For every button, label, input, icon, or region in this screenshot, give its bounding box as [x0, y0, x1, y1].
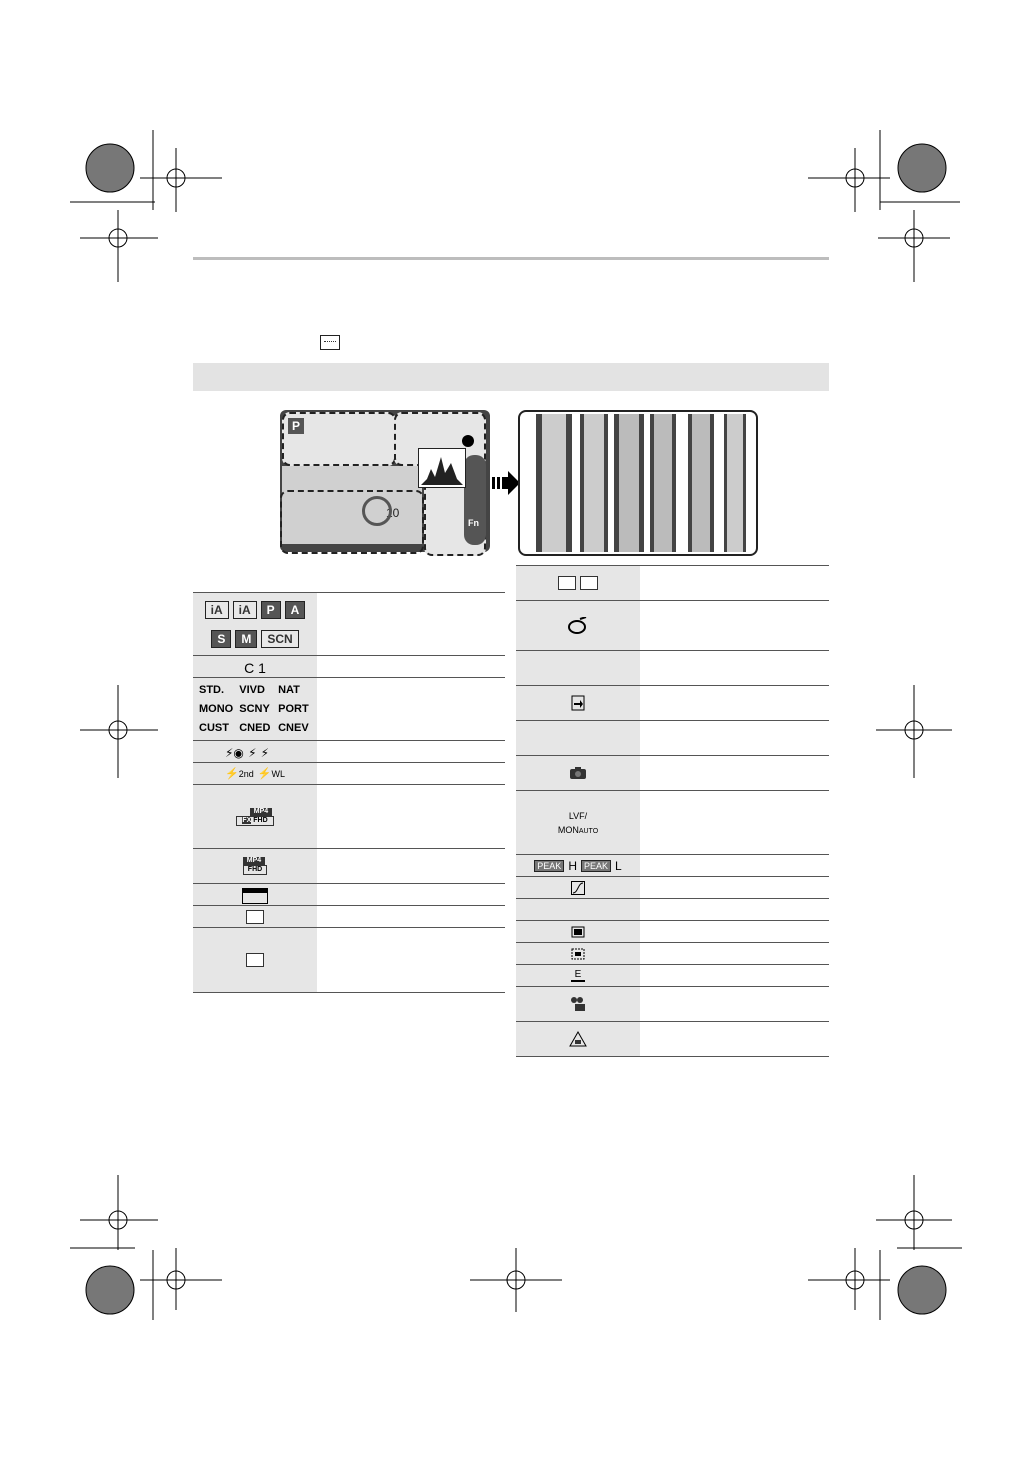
- blank-box-icon: [193, 906, 317, 927]
- table-row: [516, 721, 829, 756]
- table-row: [516, 791, 829, 855]
- peaking-icons: PEAK H PEAK L: [516, 855, 640, 876]
- flash-2nd-icon: ⚡2nd: [225, 768, 254, 780]
- table-row: [516, 601, 829, 651]
- table-row: [516, 756, 829, 791]
- svg-text:⚡◉ ⚡ ⚡: ⚡◉ ⚡ ⚡: [225, 746, 270, 759]
- table-row: [516, 965, 829, 987]
- zoom-frame-icon: [516, 943, 640, 964]
- table-row: [516, 899, 829, 921]
- empty-icon-cell: [516, 721, 640, 755]
- frame-icon: [516, 921, 640, 942]
- creative-palette-icon: [516, 601, 640, 650]
- flash-sync-icons: [193, 763, 317, 784]
- mode-m-icon: M: [235, 630, 257, 648]
- empty-icon-cell: [516, 899, 640, 920]
- table-row: [516, 921, 829, 943]
- style-cned-icon: CNED: [239, 721, 271, 734]
- lcd-self-timer-count: 10: [386, 506, 400, 520]
- double-box-icon: [516, 566, 640, 600]
- e-level-icon: E: [516, 965, 640, 986]
- mode-scn-icon: SCN: [261, 630, 298, 648]
- peak-h-icon: PEAK: [534, 860, 564, 872]
- table-row: [193, 593, 505, 656]
- mode-s-icon: S: [211, 630, 231, 648]
- rec-format-icon: MP4 FX FHD: [193, 785, 317, 848]
- table-row: [516, 651, 829, 686]
- top-rule: [193, 257, 829, 260]
- flash-wl-icon: ⚡WL: [257, 768, 285, 780]
- movie-camera-icon: [516, 987, 640, 1021]
- table-row: [193, 741, 505, 763]
- style-cust-icon: CUST: [199, 721, 229, 734]
- table-row: [193, 928, 505, 993]
- table-row: [193, 678, 505, 741]
- flash-mode-icons: [193, 741, 317, 762]
- card-in-icon: [516, 686, 640, 720]
- table-row: [193, 656, 505, 678]
- mode-a-icon: A: [285, 601, 306, 619]
- peak-l-icon: PEAK: [581, 860, 611, 872]
- style-cnev-icon: CNEV: [278, 721, 309, 734]
- mode-p-icon: P: [261, 601, 281, 619]
- blank-box-icon: [193, 928, 317, 992]
- table-row: [193, 785, 505, 849]
- flash-redeye-icon: [225, 745, 285, 759]
- photo-style-icons: [193, 678, 317, 740]
- style-mono-icon: MONO: [199, 702, 234, 715]
- lcd-mode-p: P: [288, 418, 304, 434]
- curve-icon: [516, 877, 640, 898]
- table-row: [516, 987, 829, 1022]
- aspect-icon: [193, 884, 317, 905]
- table-row: [516, 855, 829, 877]
- screen-icon: [320, 335, 340, 350]
- section-header-bar: [193, 363, 829, 391]
- style-vivd-icon: VIVD: [239, 684, 265, 697]
- lcd-screen-right: [518, 410, 758, 556]
- mode-ia-icon: iA: [205, 601, 229, 619]
- rec-quality-icon: MP4 FHD: [193, 849, 317, 883]
- lcd-dial-icon: [362, 496, 392, 526]
- camera-icon: [516, 756, 640, 790]
- mode-icons-cell: [193, 593, 317, 655]
- table-row: [193, 763, 505, 785]
- lcd-histogram: [418, 448, 466, 488]
- style-std-icon: STD.: [199, 684, 225, 697]
- table-row: [516, 566, 829, 601]
- right-icon-table: [516, 565, 829, 1057]
- mode-ia-plus-icon: iA: [233, 601, 257, 619]
- lcd-record-dot: [462, 435, 474, 447]
- lcd-right-strip: [464, 455, 486, 545]
- table-row: [516, 943, 829, 965]
- empty-icon-cell: [516, 651, 640, 685]
- style-port-icon: PORT: [278, 702, 309, 715]
- style-scny-icon: SCNY: [239, 702, 270, 715]
- table-row: [516, 877, 829, 899]
- left-icon-table: [193, 592, 505, 993]
- table-row: [516, 686, 829, 721]
- style-nat-icon: NAT: [278, 684, 300, 697]
- warning-camera-icon: [516, 1022, 640, 1056]
- lcd-bottom-group: [280, 490, 424, 554]
- table-row: [193, 906, 505, 928]
- c1-icon: C 1: [193, 656, 317, 677]
- table-row: [193, 884, 505, 906]
- lvf-mon-auto-icon: LVF/ MONAUTO: [516, 791, 640, 854]
- table-row: [516, 1022, 829, 1057]
- lcd-fn-label: Fn: [468, 518, 479, 528]
- table-row: [193, 849, 505, 884]
